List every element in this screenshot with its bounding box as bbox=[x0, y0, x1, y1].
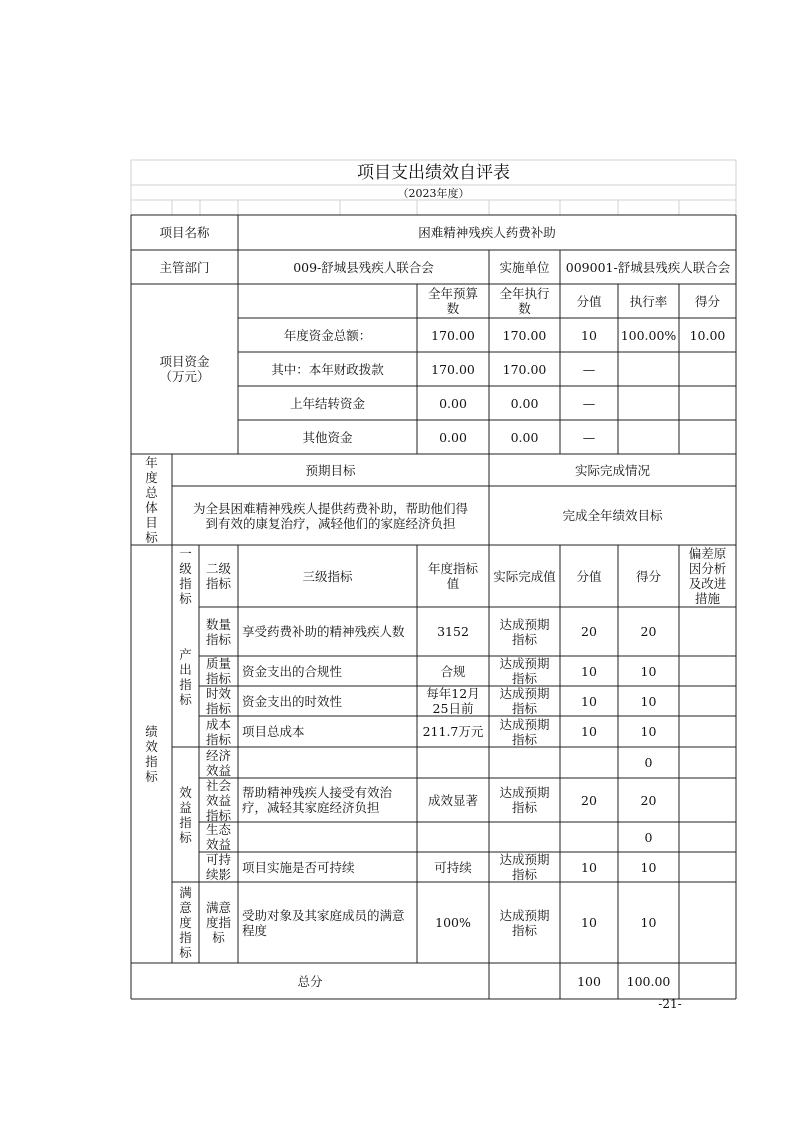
indicator-target bbox=[417, 747, 489, 778]
score-header: 得分 bbox=[635, 568, 661, 584]
total-label: 总分 bbox=[297, 973, 323, 989]
funds-cell-score bbox=[679, 352, 736, 386]
indicator-actual: 达成预期 指标 bbox=[499, 616, 550, 647]
indicator-score-value bbox=[560, 822, 618, 852]
indicator-target: 成效显著 bbox=[427, 792, 478, 808]
indicator-level3: 资金支出的时效性 bbox=[242, 693, 343, 709]
score-value-header: 分值 bbox=[576, 568, 602, 584]
indicator-level3: 受助对象及其家庭成员的满意 程度 bbox=[242, 907, 405, 938]
funds-cell-budget: 0.00 bbox=[439, 395, 467, 411]
indicator-level3 bbox=[238, 822, 417, 852]
indicator-actual: 达成预期 指标 bbox=[499, 907, 550, 938]
annual-goal-label: 年 度 总 体 目 标 bbox=[145, 454, 158, 545]
document-subtitle: （2023年度） bbox=[397, 186, 470, 200]
indicator-score-value bbox=[560, 747, 618, 778]
funds-header: 执行率 bbox=[629, 293, 668, 309]
indicator-score: 10 bbox=[640, 663, 657, 679]
indicator-score: 20 bbox=[640, 792, 657, 808]
expected-goal-text: 为全县困难精神残疾人提供药费补助，帮助他们得 到有效的康复治疗，减轻他们的家庭经济负担 bbox=[192, 500, 468, 531]
indicator-actual: 达成预期 指标 bbox=[499, 716, 550, 747]
indicator-actual: 达成预期 指标 bbox=[499, 852, 550, 882]
indicator-level2: 满意 度指 标 bbox=[205, 900, 231, 945]
funds-header: 得分 bbox=[694, 293, 720, 309]
benefit-indicators-group: 效 益 指 标 bbox=[179, 784, 192, 845]
indicator-level2: 成本 指标 bbox=[205, 716, 231, 747]
indicator-target: 100% bbox=[435, 915, 471, 930]
indicator-actual bbox=[489, 747, 560, 778]
project-name-label: 项目名称 bbox=[159, 225, 210, 240]
department-label: 主管部门 bbox=[159, 259, 210, 275]
funds-cell-rate bbox=[618, 420, 679, 454]
total-score-value: 100 bbox=[577, 973, 601, 989]
page-number: -21- bbox=[658, 997, 682, 1011]
funds-cell-score-value: — bbox=[582, 429, 596, 445]
indicator-level2: 生态 效益 bbox=[205, 822, 231, 852]
indicator-score-value: 10 bbox=[581, 693, 597, 709]
indicator-score-value: 10 bbox=[581, 724, 597, 739]
indicator-score-value: 10 bbox=[581, 859, 597, 875]
deviation-header: 偏差原 因分析 及改进 措施 bbox=[688, 546, 727, 606]
indicator-target: 可持续 bbox=[434, 859, 472, 875]
indicator-level3: 项目总成本 bbox=[242, 724, 305, 739]
implementing-unit-value: 009001-舒城县残疾人联合会 bbox=[565, 259, 731, 275]
indicator-score: 0 bbox=[644, 829, 653, 845]
project-name-value: 困难精神残疾人药费补助 bbox=[418, 225, 556, 240]
indicator-score: 0 bbox=[644, 755, 653, 770]
indicator-level2: 时效 指标 bbox=[205, 686, 231, 716]
output-indicators-group: 产 出 指 标 bbox=[179, 647, 192, 707]
funds-cell-budget: 0.00 bbox=[439, 429, 467, 445]
indicator-target: 合规 bbox=[440, 663, 466, 679]
indicator-level2: 质量 指标 bbox=[205, 656, 231, 686]
funds-label: 项目资金 （万元） bbox=[159, 354, 210, 384]
satisfaction-indicators-group: 满 意 度 指 标 bbox=[179, 885, 192, 960]
indicator-level2: 数量 指标 bbox=[205, 616, 231, 647]
indicator-level2: 社会 效益 指标 bbox=[205, 777, 231, 823]
implementing-unit-label: 实施单位 bbox=[499, 259, 550, 275]
indicator-target: 3152 bbox=[437, 624, 469, 639]
funds-cell-budget: 170.00 bbox=[431, 361, 475, 377]
indicator-score-value: 10 bbox=[581, 915, 597, 930]
actual-value-header: 实际完成值 bbox=[493, 568, 556, 584]
actual-completion-header: 实际完成情况 bbox=[574, 462, 650, 478]
funds-row-label: 其他资金 bbox=[302, 429, 353, 445]
department-value: 009-舒城县残疾人联合会 bbox=[293, 259, 434, 275]
indicator-score: 10 bbox=[640, 859, 657, 875]
funds-cell-budget: 170.00 bbox=[431, 327, 475, 343]
funds-header: 全年执行 数 bbox=[499, 286, 550, 316]
funds-cell-rate bbox=[618, 352, 679, 386]
indicator-score: 10 bbox=[640, 915, 657, 930]
total-score: 100.00 bbox=[626, 973, 671, 989]
funds-cell-exec: 170.00 bbox=[502, 327, 547, 343]
performance-indicators-label: 绩 效 指 标 bbox=[145, 724, 158, 784]
indicator-score-value: 10 bbox=[581, 663, 597, 679]
funds-cell-score-value: 10 bbox=[581, 327, 597, 343]
indicator-target: 每年12月 25日前 bbox=[426, 686, 480, 716]
actual-completion-text: 完成全年绩效目标 bbox=[562, 508, 663, 523]
indicator-actual bbox=[489, 822, 560, 852]
indicator-score: 10 bbox=[640, 724, 657, 739]
document-title: 项目支出绩效自评表 bbox=[357, 162, 510, 183]
funds-row-label: 年度资金总额： bbox=[283, 327, 372, 343]
funds-row-label: 其中：本年财政拨款 bbox=[271, 361, 384, 377]
expected-goal-header: 预期目标 bbox=[305, 462, 356, 478]
funds-cell-rate bbox=[618, 386, 679, 420]
funds-cell-score-value: — bbox=[582, 395, 596, 411]
indicator-level3: 享受药费补助的精神残疾人数 bbox=[242, 624, 405, 639]
indicator-actual: 达成预期 指标 bbox=[499, 785, 550, 815]
indicator-score: 20 bbox=[640, 624, 657, 639]
indicator-level2: 可持 续影 bbox=[205, 852, 231, 882]
indicator-score-value: 20 bbox=[581, 624, 597, 639]
funds-header: 分值 bbox=[576, 293, 602, 309]
indicator-score: 10 bbox=[640, 693, 657, 709]
indicator-level3: 帮助精神残疾人接受有效治 疗，减轻其家庭经济负担 bbox=[242, 785, 393, 815]
funds-cell-score bbox=[679, 420, 736, 454]
level3-header: 三级指标 bbox=[302, 568, 353, 584]
funds-cell-exec: 170.00 bbox=[502, 361, 547, 377]
funds-row-label: 上年结转资金 bbox=[289, 395, 365, 411]
funds-cell-exec: 0.00 bbox=[510, 395, 539, 411]
indicator-actual: 达成预期 指标 bbox=[499, 686, 550, 716]
funds-cell-rate: 100.00% bbox=[620, 327, 677, 343]
funds-cell-exec: 0.00 bbox=[510, 429, 539, 445]
indicator-target bbox=[417, 822, 489, 852]
indicator-score-value: 20 bbox=[581, 792, 597, 808]
funds-cell-score: 10.00 bbox=[689, 327, 726, 343]
funds-cell-score-value: — bbox=[582, 361, 596, 377]
indicator-level3 bbox=[238, 747, 417, 778]
indicator-level3: 资金支出的合规性 bbox=[242, 663, 343, 679]
level2-header: 二级 指标 bbox=[205, 561, 231, 591]
funds-header: 全年预算 数 bbox=[427, 286, 478, 316]
indicator-level2: 经济 效益 bbox=[205, 747, 231, 778]
funds-cell-score bbox=[679, 386, 736, 420]
indicator-target: 211.7万元 bbox=[422, 724, 484, 739]
indicator-actual: 达成预期 指标 bbox=[499, 656, 550, 686]
target-header: 年度指标 值 bbox=[427, 561, 478, 591]
indicator-level3: 项目实施是否可持续 bbox=[242, 859, 355, 875]
level1-header: 一 级 指 标 bbox=[179, 546, 192, 606]
